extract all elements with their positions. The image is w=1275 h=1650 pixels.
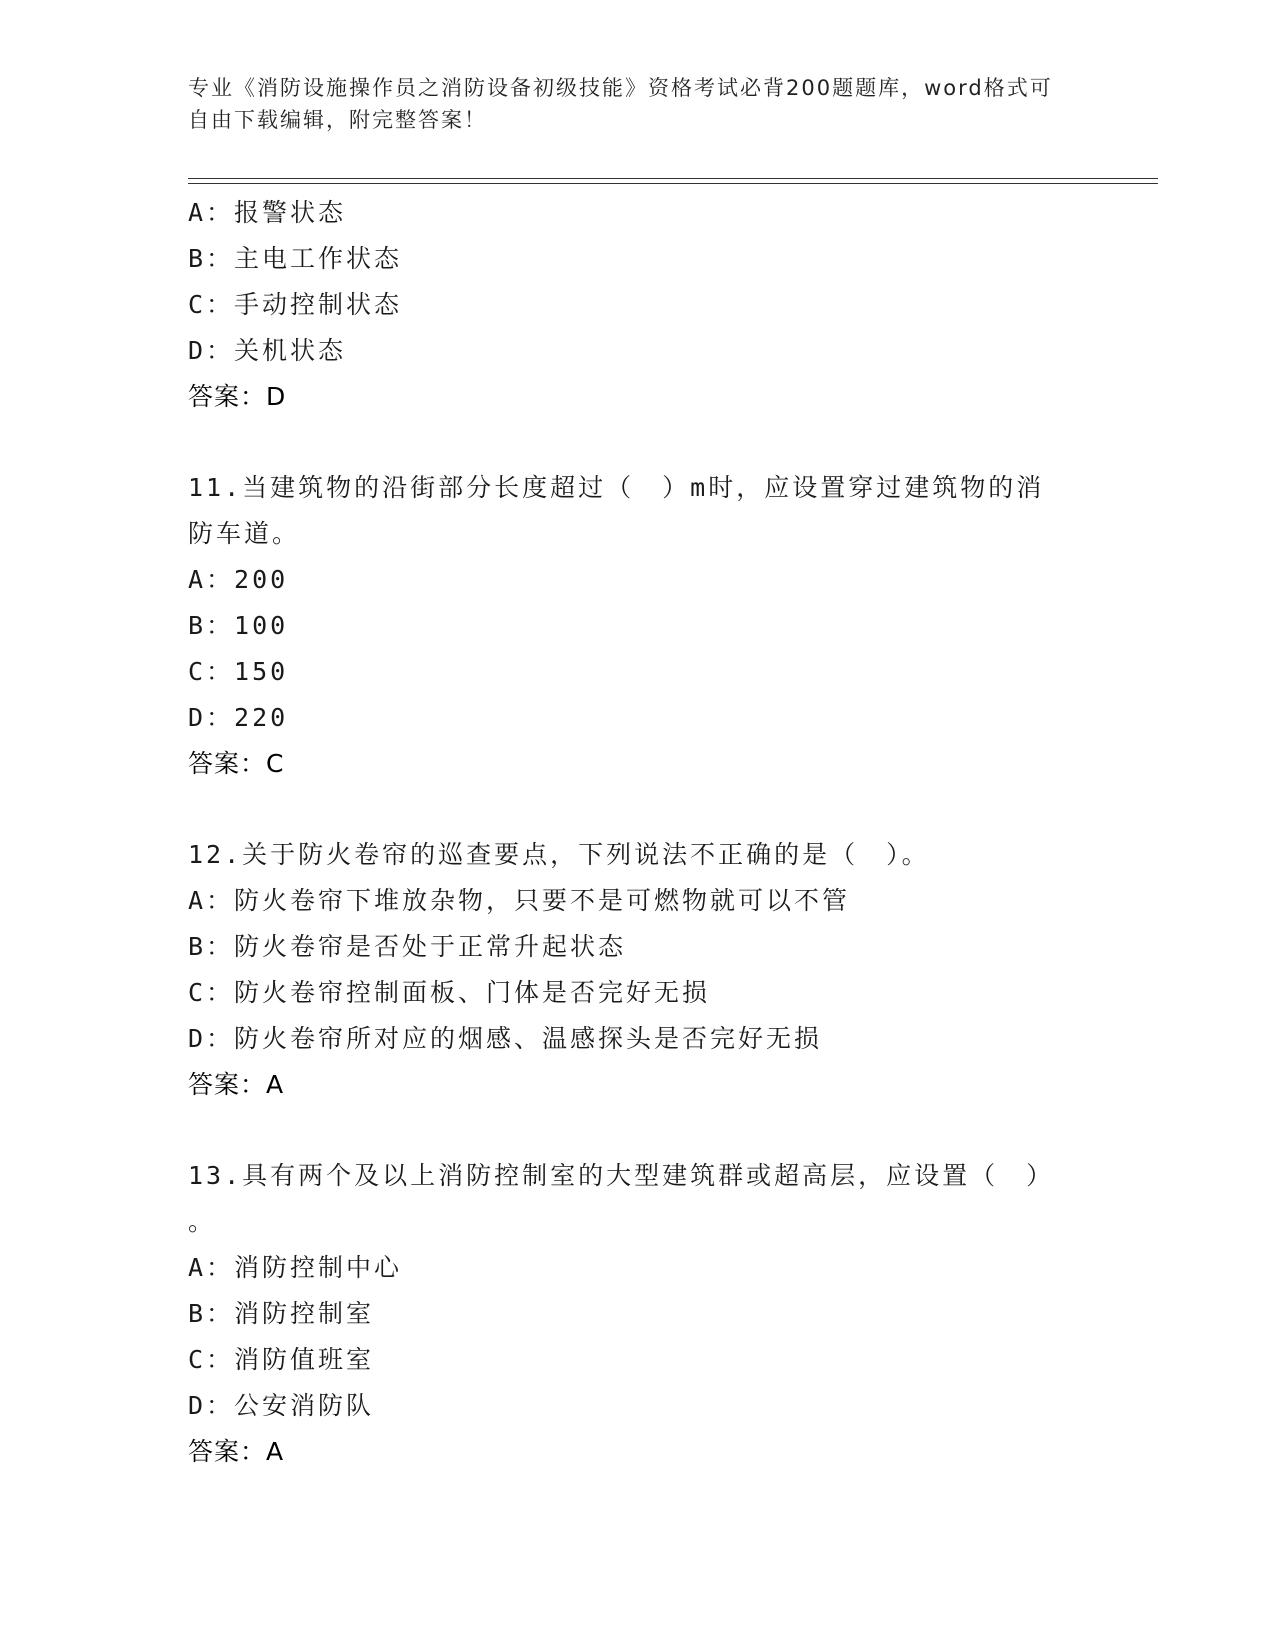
option-d: D：220 [188, 703, 289, 732]
question-block-12 [188, 832, 1088, 1108]
answer-line: 答案：D [188, 382, 287, 411]
option-d: D：防火卷帘所对应的烟感、温感探头是否完好无损 [188, 1024, 823, 1053]
header-divider-top [188, 178, 1158, 179]
option-d: D：关机状态 [188, 336, 347, 365]
spacer [188, 787, 1088, 832]
option-d: D：公安消防队 [188, 1391, 375, 1420]
question-block-11 [188, 465, 1088, 787]
option-a: A：200 [188, 565, 289, 594]
question-text: 12.关于防火卷帘的巡查要点，下列说法不正确的是（ ）。 [188, 840, 930, 869]
answer-line: 答案：A [188, 1437, 285, 1466]
question-text-line-2: 。 [188, 1207, 217, 1236]
option-c: C：150 [188, 657, 289, 686]
spacer [188, 420, 1088, 465]
answer-line: 答案：C [188, 749, 285, 778]
question-list [188, 190, 1088, 1475]
option-a: A：防火卷帘下堆放杂物，只要不是可燃物就可以不管 [188, 886, 851, 915]
option-c: C：手动控制状态 [188, 290, 403, 319]
document-header: 专业《消防设施操作员之消防设备初级技能》资格考试必背200题题库，word格式可自由下载编辑，附完整答案！ [188, 76, 1053, 132]
option-b: B：主电工作状态 [188, 244, 403, 273]
header-divider-bottom [188, 183, 1158, 184]
option-c: C：消防值班室 [188, 1345, 375, 1374]
option-c: C：防火卷帘控制面板、门体是否完好无损 [188, 978, 711, 1007]
option-a: A：报警状态 [188, 198, 347, 227]
question-block-13 [188, 1153, 1088, 1475]
option-b: B：100 [188, 611, 289, 640]
answer-line: 答案：A [188, 1070, 285, 1099]
option-b: B：防火卷帘是否处于正常升起状态 [188, 932, 627, 961]
option-a: A：消防控制中心 [188, 1253, 403, 1282]
spacer [188, 1108, 1088, 1153]
option-b: B：消防控制室 [188, 1299, 375, 1328]
question-block-10 [188, 190, 1088, 420]
question-text: 11.当建筑物的沿街部分长度超过（ ）m时，应设置穿过建筑物的消防车道。 [188, 473, 1045, 548]
question-text-line-1: 13.具有两个及以上消防控制室的大型建筑群或超高层，应设置（ ） [188, 1161, 1055, 1190]
